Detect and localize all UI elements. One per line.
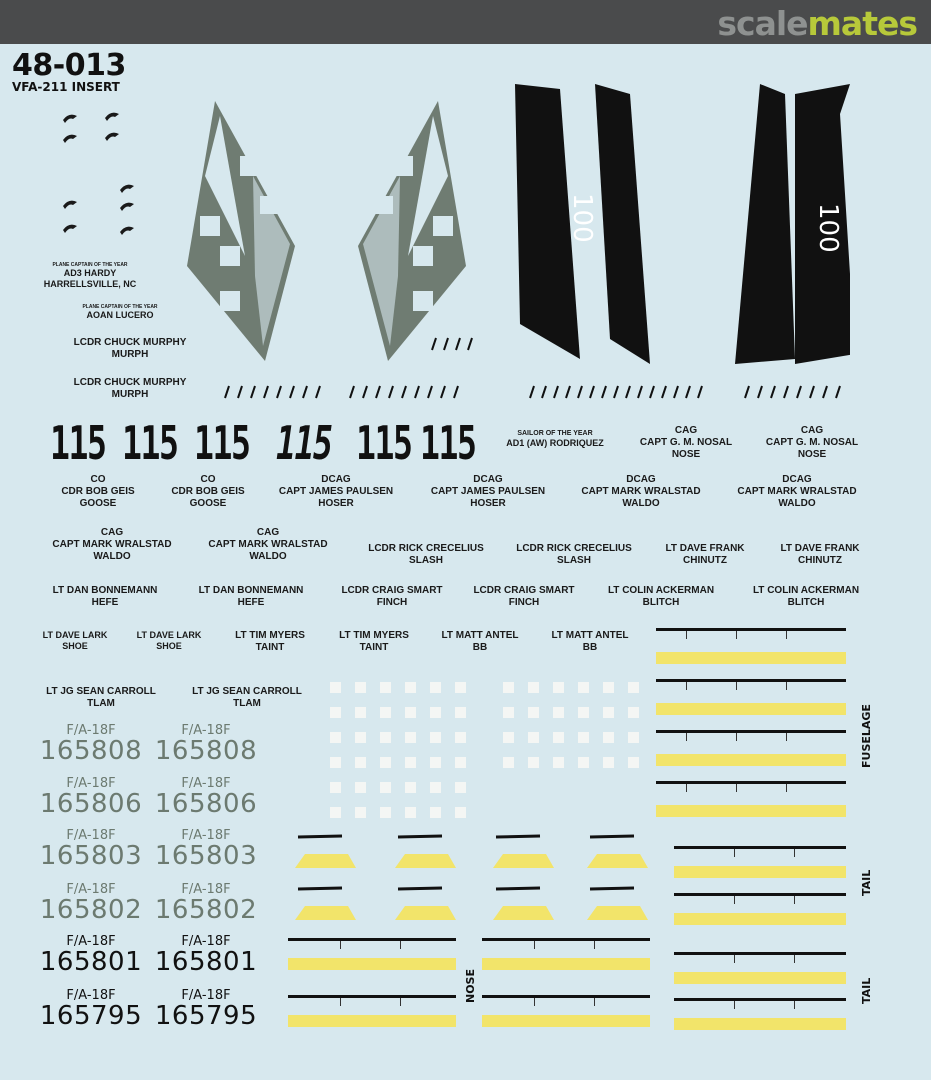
serial-number: 165806	[154, 788, 258, 819]
aircraft-type: F/A-18F	[181, 723, 231, 738]
stripe-tick	[686, 784, 687, 792]
white-square-decal	[603, 732, 614, 743]
serial-number-block	[35, 935, 147, 976]
stripe-tick	[794, 896, 795, 904]
trapezoid-black-line	[398, 836, 442, 837]
white-square-decal	[628, 732, 639, 743]
stripe-tick	[686, 733, 687, 741]
serial-number: 165801	[154, 946, 258, 977]
pilot-label: LCDR RICK CRECELIUS SLASH	[368, 543, 484, 566]
stripe-tick	[534, 941, 535, 949]
modex-5: 115	[356, 416, 412, 470]
white-square-decal	[628, 707, 639, 718]
serial-number-block	[150, 724, 262, 765]
white-square-decal	[503, 732, 514, 743]
pilot-label: LT JG SEAN CARROLL TLAM	[192, 686, 302, 709]
yellow-stripe	[674, 913, 846, 925]
pilot-label: LT DAN BONNEMANN HEFE	[52, 585, 158, 608]
white-square-decal	[528, 732, 539, 743]
white-square-decal	[528, 707, 539, 718]
stripe-tick	[594, 941, 595, 949]
pilot-label: LT DAVE FRANK CHINUTZ	[665, 543, 745, 566]
murphy-label-1: LCDR CHUCK MURPHY MURPH	[73, 337, 187, 360]
white-square-decal	[503, 757, 514, 768]
tail-number-1: 100	[567, 193, 597, 243]
white-square-decal	[430, 707, 441, 718]
white-square-decal	[380, 707, 391, 718]
black-stripe	[674, 952, 846, 955]
black-stripe	[656, 679, 846, 682]
pilot-label: DCAG CAPT MARK WRALSTAD WALDO	[737, 474, 857, 509]
yellow-stripe	[656, 805, 846, 817]
trapezoid-black-line	[590, 836, 634, 837]
stripe-tick	[686, 631, 687, 639]
white-square-decal	[405, 757, 416, 768]
white-square-decal	[578, 707, 589, 718]
stripe-tick	[736, 682, 737, 690]
pilot-label: CAG CAPT MARK WRALSTAD WALDO	[208, 527, 328, 562]
stripe-tick	[786, 682, 787, 690]
murphy-label-2: LCDR CHUCK MURPHY MURPH	[73, 377, 187, 400]
white-square-decal	[430, 807, 441, 818]
white-square-decal	[380, 682, 391, 693]
black-stripe	[656, 730, 846, 733]
white-square-decal	[355, 782, 366, 793]
pilot-label: LT DAVE LARK SHOE	[136, 630, 202, 651]
trapezoid-yellow	[587, 854, 648, 868]
stripe-tick	[794, 955, 795, 963]
trapezoid-black-line	[298, 836, 342, 837]
yellow-stripe	[288, 958, 456, 970]
white-square-decal	[430, 782, 441, 793]
white-square-decal	[455, 757, 466, 768]
black-stripe	[674, 893, 846, 896]
white-square-decal	[380, 757, 391, 768]
pilot-label: LT JG SEAN CARROLL TLAM	[46, 686, 156, 709]
black-stripe	[674, 846, 846, 849]
white-square-decal	[430, 732, 441, 743]
stripe-tick	[340, 941, 341, 949]
white-square-decal	[405, 807, 416, 818]
tail-label-1: TAIL	[860, 869, 873, 896]
stripe-tick	[794, 849, 795, 857]
yellow-stripe	[656, 652, 846, 664]
trapezoid-black-line	[496, 888, 540, 889]
emblem-group-icon	[55, 108, 150, 238]
white-square-decal	[455, 732, 466, 743]
white-square-decal	[603, 707, 614, 718]
checkered-tail-right	[350, 96, 468, 364]
black-stripe	[656, 628, 846, 631]
serial-number: 165795	[39, 1000, 143, 1031]
white-square-decal	[603, 682, 614, 693]
white-square-decal	[330, 682, 341, 693]
trapezoid-yellow	[295, 854, 356, 868]
trapezoid-yellow	[395, 854, 456, 868]
serial-number-block	[150, 829, 262, 870]
stripe-tick	[400, 998, 401, 1006]
aircraft-type: F/A-18F	[181, 988, 231, 1003]
serial-number: 165802	[154, 894, 258, 925]
pilot-label: LT TIM MYERS TAINT	[235, 630, 305, 653]
tail-number-2: 100	[813, 203, 843, 253]
pilot-label: LCDR RICK CRECELIUS SLASH	[516, 543, 632, 566]
top-bar	[0, 0, 931, 44]
white-square-decal	[628, 682, 639, 693]
white-square-decal	[553, 707, 564, 718]
serial-number-block	[35, 829, 147, 870]
white-square-decal	[455, 682, 466, 693]
stripe-tick	[734, 955, 735, 963]
stripe-tick	[794, 1001, 795, 1009]
pilot-label: DCAG CAPT JAMES PAULSEN HOSER	[430, 474, 546, 509]
stripe-tick	[736, 784, 737, 792]
white-square-decal	[380, 807, 391, 818]
white-square-decal	[355, 757, 366, 768]
serial-number-block	[150, 935, 262, 976]
pilot-label: LT DAVE LARK SHOE	[42, 630, 108, 651]
modex-1: 115	[50, 416, 106, 470]
serial-number-block	[35, 724, 147, 765]
stripe-tick	[736, 733, 737, 741]
white-square-decal	[330, 732, 341, 743]
pilot-label: LT COLIN ACKERMAN BLITCH	[752, 585, 860, 608]
aircraft-type: F/A-18F	[181, 882, 231, 897]
white-square-decal	[553, 682, 564, 693]
modex-6: 115	[420, 416, 476, 470]
trapezoid-black-line	[496, 836, 540, 837]
modex-3: 115	[194, 416, 250, 470]
white-square-decal	[503, 682, 514, 693]
white-square-decal	[330, 707, 341, 718]
trapezoid-yellow	[587, 906, 648, 920]
serial-number-block	[35, 777, 147, 818]
aircraft-type: F/A-18F	[66, 882, 116, 897]
black-stripe	[288, 995, 456, 998]
serial-number: 165802	[39, 894, 143, 925]
serial-number: 165801	[39, 946, 143, 977]
trapezoid-stripes	[290, 830, 670, 930]
arrow-markings	[220, 330, 850, 405]
aircraft-type: F/A-18F	[66, 828, 116, 843]
modex-2: 115	[122, 416, 178, 470]
stripe-tick	[734, 849, 735, 857]
stripe-tick	[786, 784, 787, 792]
serial-number: 165803	[39, 840, 143, 871]
white-square-decal	[553, 757, 564, 768]
fuselage-label: FUSELAGE	[860, 704, 873, 768]
white-square-decal	[330, 782, 341, 793]
stripe-tick	[734, 896, 735, 904]
yellow-stripe	[482, 1015, 650, 1027]
white-square-decal	[528, 757, 539, 768]
black-stripe	[482, 938, 650, 941]
checkered-tail-left	[185, 96, 303, 364]
serial-number: 165808	[154, 735, 258, 766]
serial-number-block	[35, 989, 147, 1030]
yellow-stripe	[674, 866, 846, 878]
pilot-label: CAG CAPT MARK WRALSTAD WALDO	[52, 527, 172, 562]
black-tail-stripes	[510, 84, 850, 370]
aircraft-type: F/A-18F	[181, 934, 231, 949]
white-square-decal	[528, 682, 539, 693]
plane-captain-lucero: PLANE CAPTAIN OF THE YEAR AOAN LUCERO	[82, 304, 158, 320]
aircraft-type: F/A-18F	[66, 723, 116, 738]
tail-label-2: TAIL	[860, 977, 873, 1004]
white-square-decal	[628, 757, 639, 768]
stripe-tick	[594, 998, 595, 1006]
pilot-label: DCAG CAPT JAMES PAULSEN HOSER	[278, 474, 394, 509]
white-square-decal	[578, 757, 589, 768]
yellow-stripe	[656, 703, 846, 715]
white-square-decal	[405, 707, 416, 718]
stripe-tick	[400, 941, 401, 949]
trapezoid-yellow	[493, 854, 554, 868]
trapezoid-black-line	[398, 888, 442, 889]
pilot-label: LCDR CRAIG SMART FINCH	[341, 585, 443, 608]
trapezoid-yellow	[493, 906, 554, 920]
white-square-decal	[430, 682, 441, 693]
stripe-tick	[736, 631, 737, 639]
white-square-decal	[578, 732, 589, 743]
white-square-decal	[503, 707, 514, 718]
pilot-label: LT MATT ANTEL BB	[441, 630, 519, 653]
pilot-label: LT MATT ANTEL BB	[551, 630, 629, 653]
scalemates-logo[interactable]: scalemates	[717, 4, 917, 43]
sailor-of-year: SAILOR OF THE YEAR AD1 (AW) RODRIQUEZ	[506, 430, 604, 449]
pilot-label: LT COLIN ACKERMAN BLITCH	[607, 585, 715, 608]
stripe-tick	[686, 682, 687, 690]
serial-number: 165795	[154, 1000, 258, 1031]
serial-number: 165806	[39, 788, 143, 819]
stripe-tick	[786, 631, 787, 639]
white-square-decal	[455, 807, 466, 818]
cag-nosal-2: CAG CAPT G. M. NOSAL NOSE	[765, 425, 859, 460]
trapezoid-yellow	[395, 906, 456, 920]
serial-number-block	[150, 777, 262, 818]
aircraft-type: F/A-18F	[181, 776, 231, 791]
yellow-stripe	[288, 1015, 456, 1027]
white-square-decal	[578, 682, 589, 693]
trapezoid-yellow	[295, 906, 356, 920]
modex-4: 115	[276, 416, 332, 470]
aircraft-type: F/A-18F	[66, 934, 116, 949]
white-square-decal	[355, 707, 366, 718]
stripe-tick	[534, 998, 535, 1006]
pilot-label: CO CDR BOB GEIS GOOSE	[171, 474, 245, 509]
white-square-decal	[553, 732, 564, 743]
white-square-decal	[430, 757, 441, 768]
white-square-decal	[330, 807, 341, 818]
serial-number: 165803	[154, 840, 258, 871]
plane-captain-hardy: PLANE CAPTAIN OF THE YEAR AD3 HARDY HARRELLSVILLE, NC	[43, 262, 137, 289]
white-square-decal	[355, 732, 366, 743]
white-square-decal	[455, 782, 466, 793]
pilot-label: CO CDR BOB GEIS GOOSE	[61, 474, 135, 509]
aircraft-type: F/A-18F	[66, 776, 116, 791]
yellow-stripe	[674, 972, 846, 984]
white-square-decal	[405, 782, 416, 793]
serial-number: 165808	[39, 735, 143, 766]
white-square-decal	[380, 732, 391, 743]
stripe-tick	[786, 733, 787, 741]
white-square-decal	[405, 682, 416, 693]
pilot-label: LT DAVE FRANK CHINUTZ	[780, 543, 860, 566]
trapezoid-black-line	[298, 888, 342, 889]
black-stripe	[482, 995, 650, 998]
stripe-tick	[734, 1001, 735, 1009]
yellow-stripe	[482, 958, 650, 970]
white-square-decal	[603, 757, 614, 768]
yellow-stripe	[674, 1018, 846, 1030]
white-square-decal	[380, 782, 391, 793]
cag-nosal-1: CAG CAPT G. M. NOSAL NOSE	[639, 425, 733, 460]
pilot-label: LT TIM MYERS TAINT	[339, 630, 409, 653]
serial-number-block	[35, 883, 147, 924]
black-stripe	[656, 781, 846, 784]
black-stripe	[674, 998, 846, 1001]
sheet-subtitle: VFA-211 INSERT	[12, 80, 120, 94]
sheet-number: 48-013	[12, 48, 126, 83]
pilot-label: LCDR CRAIG SMART FINCH	[473, 585, 575, 608]
nose-label: NOSE	[464, 969, 477, 1003]
aircraft-type: F/A-18F	[66, 988, 116, 1003]
white-square-decal	[355, 682, 366, 693]
trapezoid-black-line	[590, 888, 634, 889]
pilot-label: LT DAN BONNEMANN HEFE	[198, 585, 304, 608]
white-square-decal	[330, 757, 341, 768]
white-square-decal	[355, 807, 366, 818]
serial-number-block	[150, 883, 262, 924]
yellow-stripe	[656, 754, 846, 766]
stripe-tick	[340, 998, 341, 1006]
pilot-label: DCAG CAPT MARK WRALSTAD WALDO	[581, 474, 701, 509]
serial-number-block	[150, 989, 262, 1030]
white-square-decal	[405, 732, 416, 743]
black-stripe	[288, 938, 456, 941]
white-square-decal	[455, 707, 466, 718]
aircraft-type: F/A-18F	[181, 828, 231, 843]
